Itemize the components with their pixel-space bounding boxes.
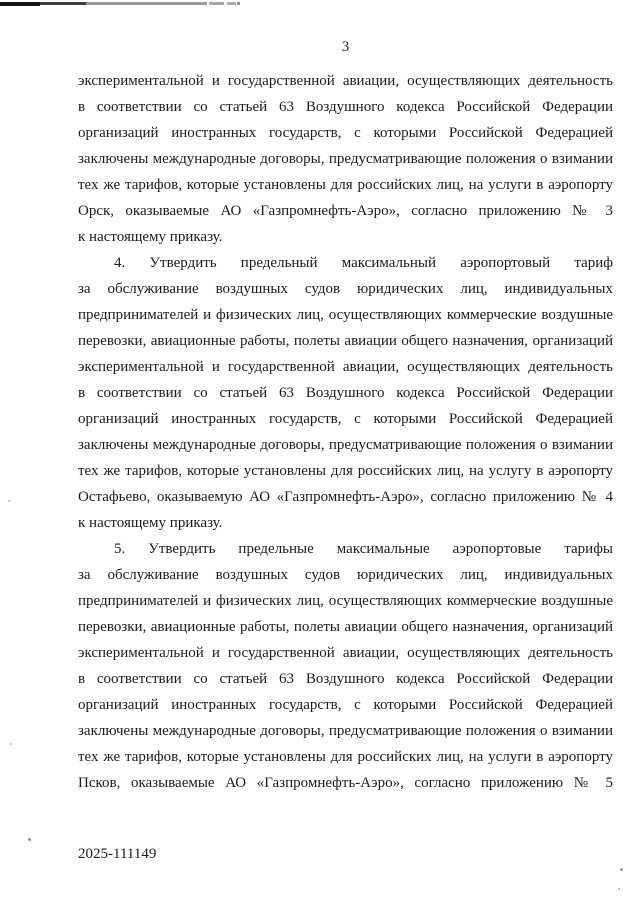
text-line: заключены международные договоры, предусматривающие положения о взимании (78, 151, 613, 167)
text-line: Орск, оказываемые АО «Газпромнефть-Аэро», согласно приложению № 3 (78, 203, 613, 219)
scan-artifact-segment (0, 2, 40, 6)
scan-artifact-segment (237, 2, 240, 5)
text-line: к настоящему приказу. (78, 515, 223, 531)
scan-artifact-speck (620, 868, 623, 871)
text-line: Остафьево, оказываемую АО «Газпромнефть-Аэро», согласно приложению № 4 (78, 489, 613, 505)
text-line: в соответствии со статьей 63 Воздушного кодекса Российской Федерации (78, 671, 613, 687)
scan-artifact-speck (28, 838, 31, 841)
document-body (78, 68, 613, 796)
text-line: тех же тарифов, которые установлены для российских лиц, на услуги в аэропорту (78, 749, 613, 765)
scan-artifact-segment (227, 2, 236, 5)
text-line: за обслуживание воздушных судов юридических лиц, индивидуальных (78, 281, 613, 297)
text-line: предпринимателей и физических лиц, осуществляющих коммерческие воздушные (78, 307, 613, 323)
paragraph-4 (78, 250, 613, 536)
scan-artifact-segment (86, 2, 207, 5)
text-line: предпринимателей и физических лиц, осуществляющих коммерческие воздушные (78, 593, 613, 609)
text-line: тех же тарифов, которые установлены для российских лиц, на услуги в аэропорту (78, 177, 613, 193)
text-line: заключены международные договоры, предусматривающие положения о взимании (78, 723, 613, 739)
scan-artifact-speck (8, 500, 10, 502)
text-line: организаций иностранных государств, с которыми Российской Федерацией (78, 697, 613, 713)
text-line: экспериментальной и государственной авиации, осуществляющих деятельность (78, 359, 613, 375)
scan-artifact-segment (209, 2, 224, 5)
text-line: заключены международные договоры, предусматривающие положения о взимании (78, 437, 613, 453)
paragraph-3 (78, 68, 613, 250)
text-line: к настоящему приказу. (78, 229, 223, 245)
text-line: за обслуживание воздушных судов юридических лиц, индивидуальных (78, 567, 613, 583)
paragraph-5 (78, 536, 613, 796)
footer-document-code: 2025-111149 (78, 846, 157, 862)
text-line: перевозки, авиационные работы, полеты авиации общего назначения, организаций (78, 619, 613, 635)
text-line: экспериментальной и государственной авиации, осуществляющих деятельность (78, 645, 613, 661)
scan-artifact-speck (618, 888, 620, 890)
text-line: в соответствии со статьей 63 Воздушного кодекса Российской Федерации (78, 385, 613, 401)
text-line: экспериментальной и государственной авиации, осуществляющих деятельность (78, 73, 613, 89)
text-line: 4. Утвердить предельный максимальный аэропортовый тариф (114, 255, 613, 271)
text-line: 5. Утвердить предельные максимальные аэропортовые тарифы (114, 541, 613, 557)
text-line: тех же тарифов, которые установлены для российских лиц, на услугу в аэропорту (78, 463, 613, 479)
text-line: в соответствии со статьей 63 Воздушного кодекса Российской Федерации (78, 99, 613, 115)
scan-artifact-speck (10, 743, 12, 745)
text-line: перевозки, авиационные работы, полеты авиации общего назначения, организаций (78, 333, 613, 349)
text-line: организаций иностранных государств, с которыми Российской Федерацией (78, 125, 613, 141)
page-number: 3 (341, 39, 350, 55)
text-line: организаций иностранных государств, с которыми Российской Федерацией (78, 411, 613, 427)
text-line: Псков, оказываемые АО «Газпромнефть-Аэро», согласно приложению № 5 (78, 775, 613, 791)
scan-artifact-segment (40, 2, 86, 5)
